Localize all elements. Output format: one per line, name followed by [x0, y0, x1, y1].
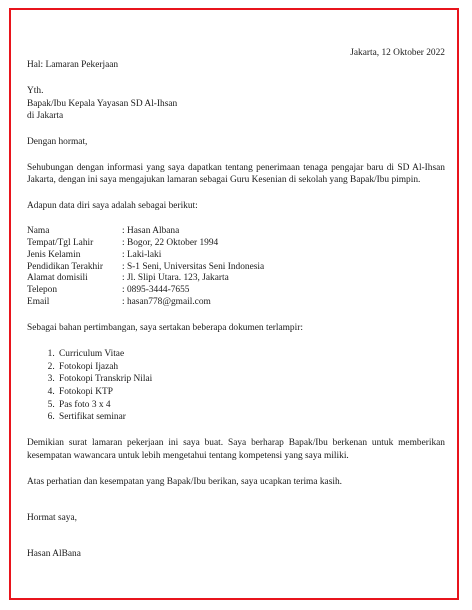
data-intro: Adapun data diri saya adalah sebagai berikut: — [27, 201, 198, 212]
letter-date: Jakarta, 12 Oktober 2022 — [350, 48, 445, 58]
closing-paragraph: Demikian surat lamaran pekerjaan ini saya buat. Saya berharap Bapak/Ibu berkenan untuk memberikan kesempatan wawancara untuk lebih mengetahui tentang kompetensi yang saya miliki. — [27, 438, 445, 461]
table-row — [27, 250, 264, 262]
data-label: Pendidikan Terakhir — [27, 261, 103, 272]
data-value: : Hasan Albana — [122, 226, 180, 237]
signoff: Hormat saya, — [27, 512, 77, 523]
table-row — [27, 238, 264, 250]
data-label: Alamat domisili — [27, 273, 88, 284]
data-value: : S-1 Seni, Universitas Seni Indonesia — [122, 261, 265, 272]
list-item: 2. Fotokopi Ijazah — [57, 361, 445, 374]
list-item: 6. Sertifikat seminar — [57, 411, 445, 424]
documents-intro: Sebagai bahan pertimbangan, saya sertakan beberapa dokumen terlampir: — [27, 323, 303, 334]
personal-data-table — [27, 226, 264, 309]
table-row — [27, 273, 264, 285]
list-item: 5. Pas foto 3 x 4 — [57, 399, 445, 412]
list-item: 1. Curriculum Vitae — [57, 348, 445, 361]
letter-subject: Hal: Lamaran Pekerjaan — [27, 60, 119, 71]
signature-name: Hasan AlBana — [27, 549, 81, 560]
letter-page — [27, 47, 445, 561]
table-row — [27, 226, 264, 238]
intro-paragraph: Sehubungan dengan informasi yang saya dapatkan tentang penerimaan tenaga pengajar baru di SD Al-Ihsan Jakarta, dengan ini saya mengajukan lamaran sebagai Guru Kesenian di sekolah yang Bapak/Ibu pimpin. — [27, 162, 445, 186]
recipient-line-3: di Jakarta — [27, 111, 64, 122]
data-label: Tempat/Tgl Lahir — [27, 237, 94, 248]
data-value: : 0895-3444-7655 — [122, 285, 190, 296]
table-row — [27, 285, 264, 297]
data-value: : hasan778@gmail.com — [122, 296, 211, 307]
data-label: Telepon — [27, 285, 58, 296]
data-value: : Bogor, 22 Oktober 1994 — [122, 237, 219, 248]
table-row — [27, 262, 264, 274]
data-value: : Laki-laki — [122, 249, 162, 260]
data-label: Email — [27, 296, 50, 307]
documents-list — [27, 348, 445, 424]
data-value: : Jl. Slipi Utara. 123, Jakarta — [122, 273, 229, 284]
data-label: Jenis Kelamin — [27, 249, 81, 260]
recipient-block — [27, 85, 445, 122]
greeting: Dengan hormat, — [27, 137, 88, 148]
table-row — [27, 297, 264, 309]
data-label: Nama — [27, 226, 50, 237]
thanks-line: Atas perhatian dan kesempatan yang Bapak/Ibu berikan, saya ucapkan terima kasih. — [27, 476, 342, 487]
list-item: 3. Fotokopi Transkrip Nilai — [57, 373, 445, 386]
recipient-line-1: Yth. — [27, 86, 44, 97]
list-item: 4. Fotokopi KTP — [57, 386, 445, 399]
recipient-line-2: Bapak/Ibu Kepala Yayasan SD Al-Ihsan — [27, 98, 178, 109]
